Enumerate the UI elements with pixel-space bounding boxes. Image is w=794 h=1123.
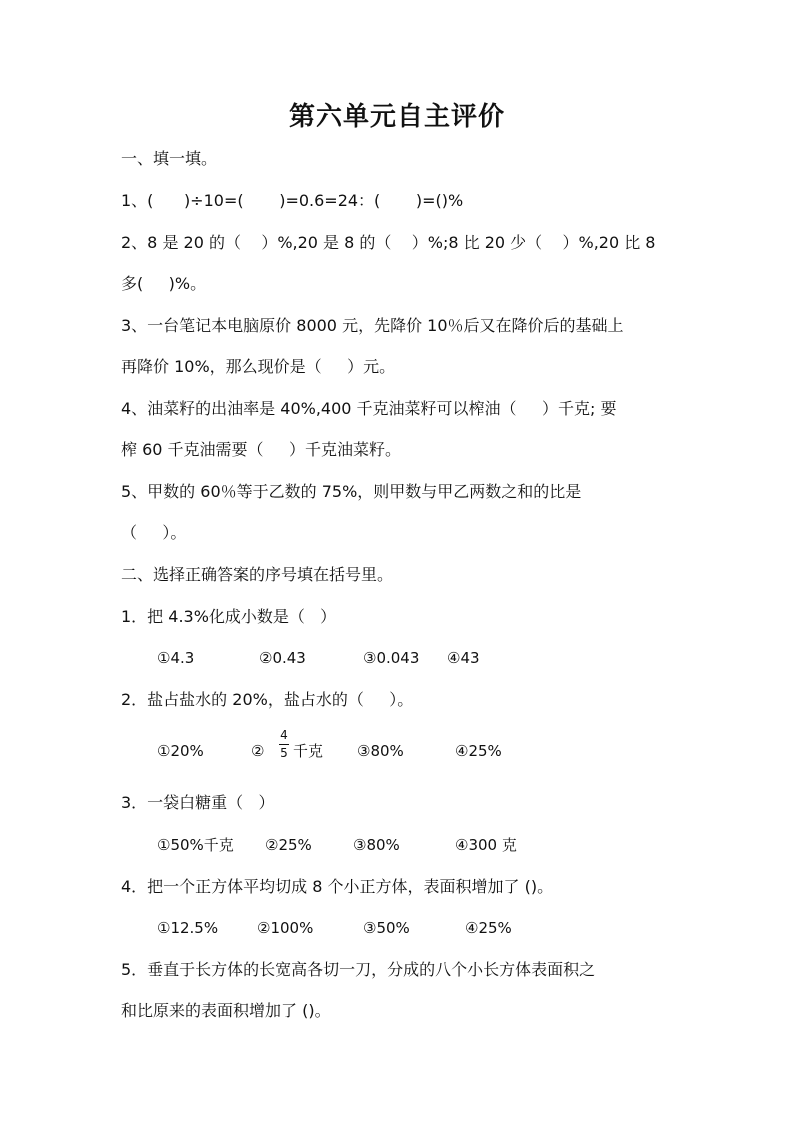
option: ①12.5%	[157, 919, 219, 937]
option: ③80%	[353, 836, 400, 854]
section-2-heading: 二、选择正确答案的序号填在括号里。	[121, 565, 394, 584]
option: ①50%千克	[157, 836, 234, 854]
option: ③0.043	[363, 649, 420, 667]
option: ④300 克	[455, 836, 517, 854]
option-unit: 千克	[293, 742, 324, 760]
question-1-4-line-2: 榨 60 千克油需要（ ）千克油菜籽。	[121, 440, 401, 459]
question-1-2-line-2: 多( )%。	[121, 274, 207, 293]
question-1-2-line-1: 2、8 是 20 的（ ）%,20 是 8 的（ ）%;8 比 20 少（ ）%,20 比 8	[121, 233, 656, 252]
fraction-denominator: 5	[280, 746, 288, 760]
page-title: 第六单元自主评价	[288, 102, 505, 132]
question-1-5-line-2: （ ）。	[121, 523, 187, 542]
question-1-1: 1、( )÷10=( )=0.6=24：( )=()%	[121, 191, 464, 210]
section-1-heading: 一、填一填。	[121, 149, 218, 168]
question-2-3-stem: 3．一袋白糖重（ ）	[121, 793, 275, 812]
option: ②25%	[265, 836, 312, 854]
option: ①4.3	[157, 649, 195, 667]
option: ②0.43	[259, 649, 306, 667]
question-1-3-line-1: 3、一台笔记本电脑原价 8000 元，先降价 10％后又在降价后的基础上	[121, 316, 624, 335]
option: ④25%	[465, 919, 512, 937]
option: ③50%	[363, 919, 410, 937]
question-1-5-line-1: 5、甲数的 60％等于乙数的 75%，则甲数与甲乙两数之和的比是	[121, 482, 582, 501]
question-2-2-stem: 2．盐占盐水的 20%，盐占水的（ ）。	[121, 690, 414, 709]
option-prefix: ②	[251, 742, 265, 760]
question-2-5-stem-line-1: 5．垂直于长方体的长宽高各切一刀，分成的八个小长方体表面积之	[121, 960, 596, 979]
question-1-3-line-2: 再降价 10%，那么现价是（ ）元。	[121, 357, 396, 376]
option: ③80%	[357, 742, 404, 760]
question-1-4-line-1: 4、油菜籽的出油率是 40%,400 千克油菜籽可以榨油（ ）千克; 要	[121, 399, 617, 418]
option: ④43	[447, 649, 480, 667]
question-2-1-stem: 1．把 4.3%化成小数是（ ）	[121, 607, 337, 626]
option: ①20%	[157, 742, 204, 760]
fraction-numerator: 4	[280, 728, 288, 742]
fraction	[277, 728, 291, 761]
option: ④25%	[455, 742, 502, 760]
option: ②100%	[257, 919, 314, 937]
fraction-bar	[279, 744, 289, 745]
question-2-4-stem: 4．把一个正方体平均切成 8 个小正方体，表面积增加了 ()。	[121, 877, 554, 896]
question-2-5-stem-line-2: 和比原来的表面积增加了 ()。	[121, 1001, 331, 1020]
